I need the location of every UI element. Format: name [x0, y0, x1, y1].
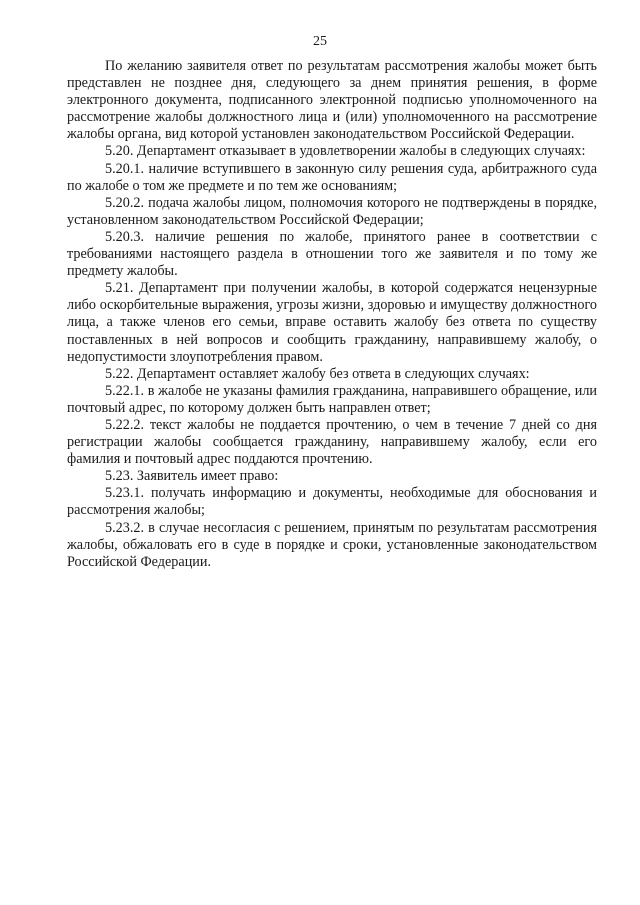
page-number: 25: [313, 34, 327, 49]
paragraph-5-23-1: 5.23.1. получать информацию и документы, необходимые для обоснования и рассмотрения жалобы;: [67, 485, 597, 519]
paragraph-5-22-2: 5.22.2. текст жалобы не поддается прочтению, о чем в течение 7 дней со дня регистрации жалобы сообщается гражданину, направившему жалобу, если его фамилия и почтовый адрес поддаются прочтению.: [67, 416, 597, 468]
paragraph-response-form: По желанию заявителя ответ по результатам рассмотрения жалобы может быть представлен не позднее дня, следующего за днем принятия решения, в форме электронного документа, подписанного электронной подписью уполномоченного на рассмотрение жалобы должностного лица и (или) уполномоченного на рассмотрение жалобы органа, вид которой установлен законодательством Российской Федерации.: [67, 58, 597, 143]
paragraph-5-20-1: 5.20.1. наличие вступившего в законную силу решения суда, арбитражного суда по жалобе о том же предмете и по тем же основаниям;: [67, 160, 597, 194]
paragraph-5-20-3: 5.20.3. наличие решения по жалобе, принятого ранее в соответствии с требованиями настоящего раздела в отношении того же заявителя и по тому же предмету жалобы.: [67, 228, 597, 280]
paragraph-5-20-2: 5.20.2. подача жалобы лицом, полномочия которого не подтверждены в порядке, установленном законодательством Российской Федерации;: [67, 194, 597, 228]
document-body: [67, 58, 597, 571]
paragraph-5-20: 5.20. Департамент отказывает в удовлетворении жалобы в следующих случаях:: [105, 143, 586, 160]
paragraph-5-23-2: 5.23.2. в случае несогласия с решением, принятым по результатам рассмотрения жалобы, обжаловать его в суде в порядке и сроки, установленные законодательством Российской Федерации.: [67, 519, 597, 570]
paragraph-5-23: 5.23. Заявитель имеет право:: [105, 468, 279, 485]
paragraph-5-22-1: 5.22.1. в жалобе не указаны фамилия гражданина, направившего обращение, или почтовый адрес, по которому должен быть направлен ответ;: [67, 382, 597, 416]
paragraph-5-22: 5.22. Департамент оставляет жалобу без ответа в следующих случаях:: [105, 365, 530, 382]
paragraph-5-21: 5.21. Департамент при получении жалобы, в которой содержатся нецензурные либо оскорбительные выражения, угрозы жизни, здоровью и имуществу должностного лица, а также членов его семьи, вправе оставить жалобу без ответа по существу поставленных в ней вопросов и сообщить гражданину, направившему жалобу, о недопустимости злоупотребления правом.: [67, 280, 597, 365]
